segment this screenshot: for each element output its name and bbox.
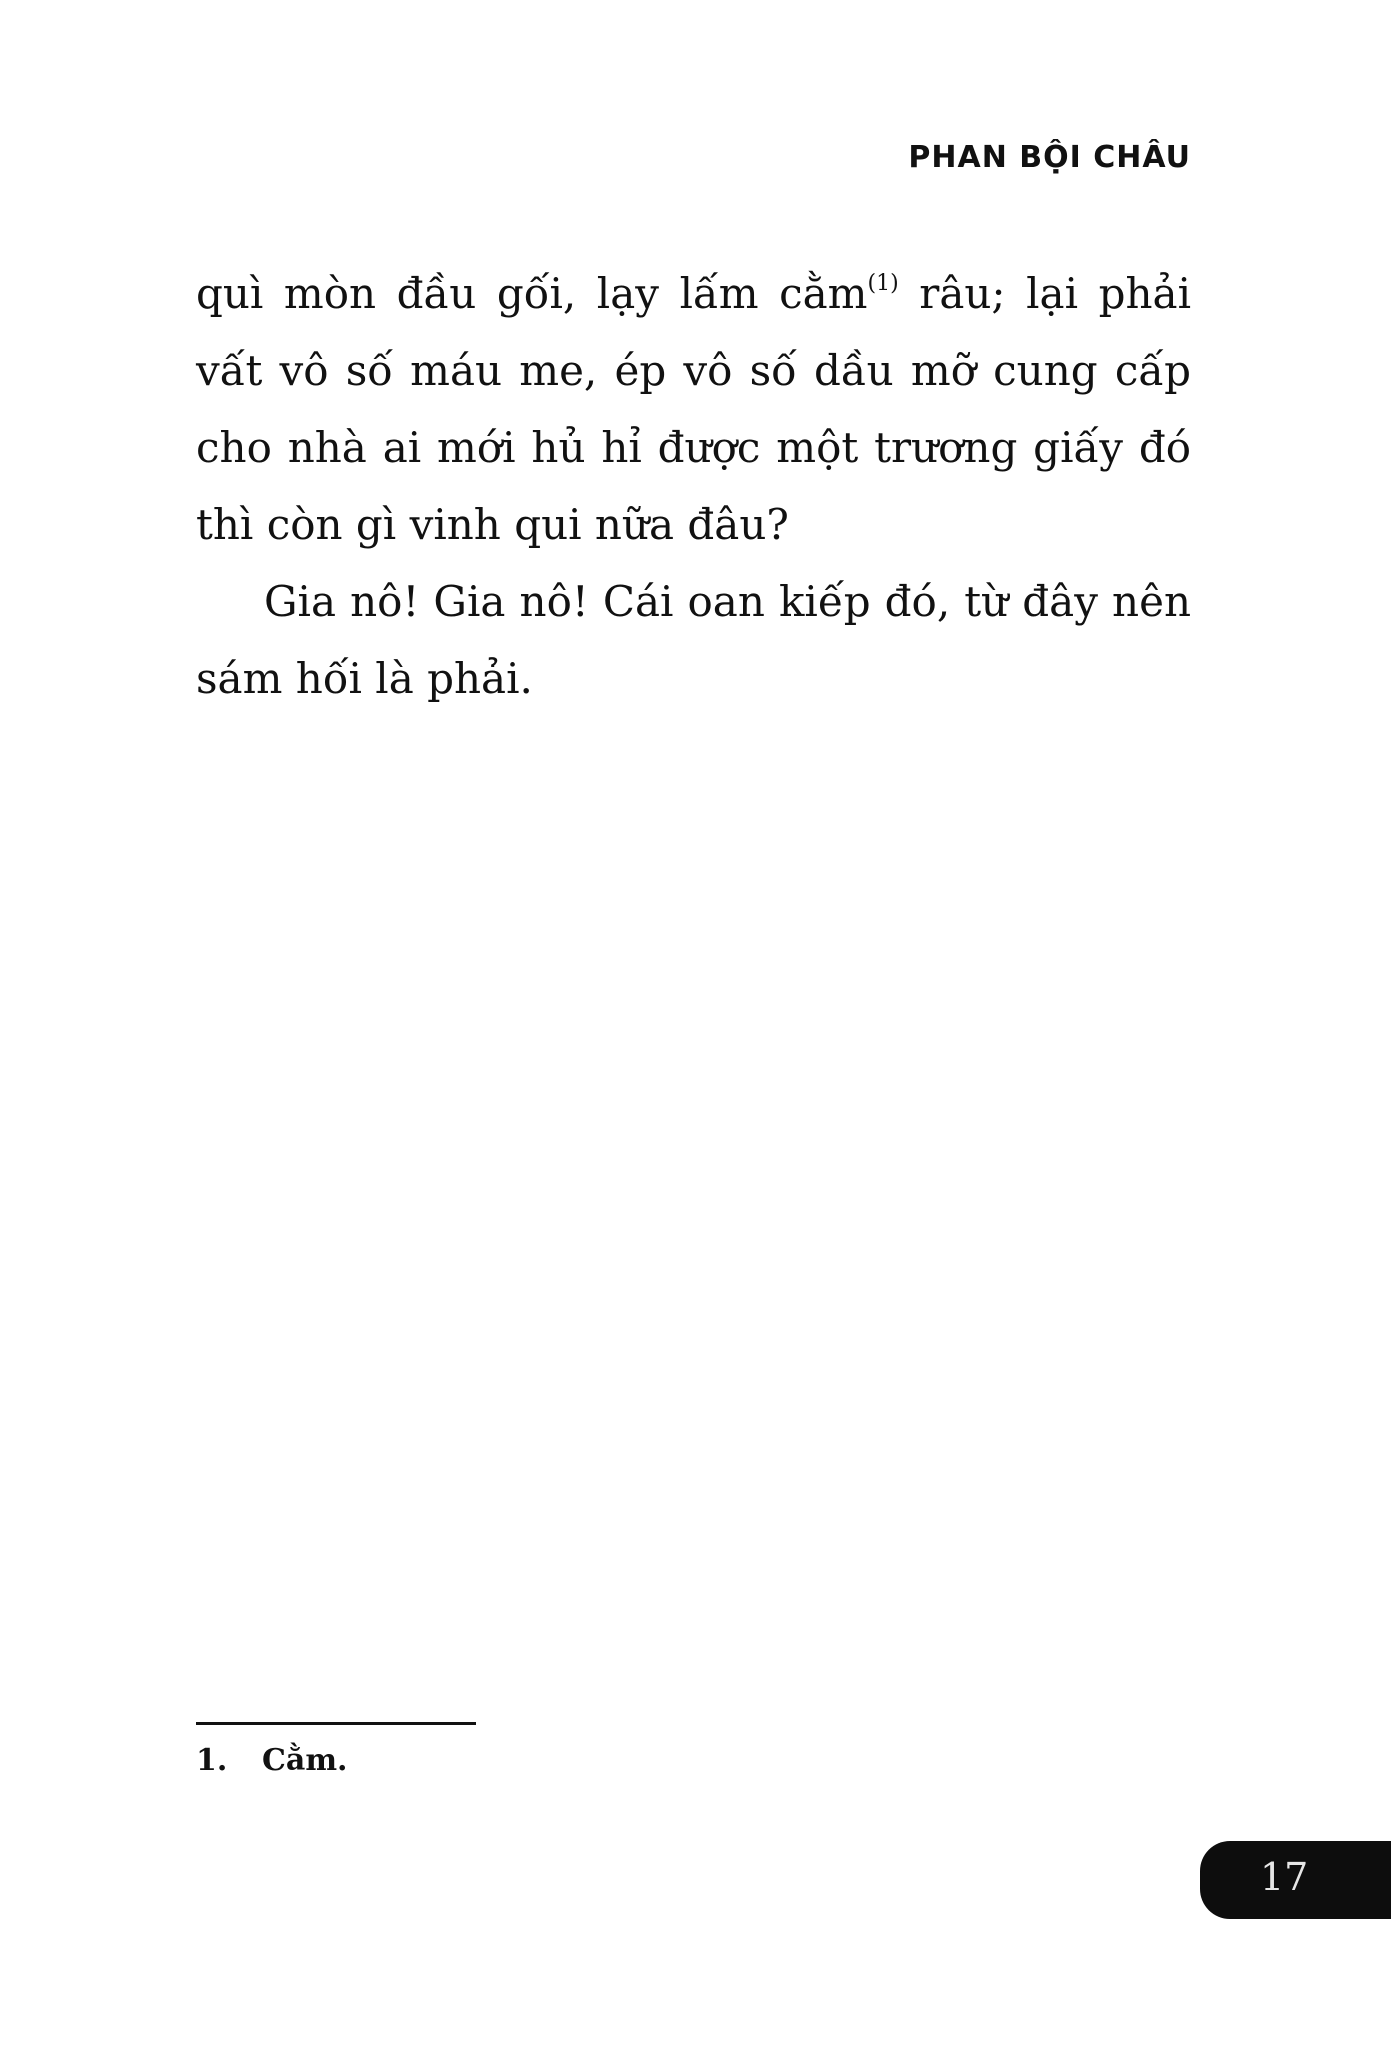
footnote [196,1743,348,1778]
paragraph-1 [196,255,1191,563]
paragraph-1-start: quì mòn đầu gối, lạy lấm cằm [196,269,868,318]
paragraph-1-end: râu; lại phải vất vô số máu me, ép vô số dầu mỡ cung cấp cho nhà ai mới hủ hỉ được một trương giấy đó thì còn gì vinh qui nữa đâu? [196,269,1191,549]
page-number-tab [1200,1841,1391,1919]
paragraph-2: Gia nô! Gia nô! Cái oan kiếp đó, từ đây nên sám hối là phải. [196,577,1191,703]
footnote-text: Cằm. [262,1743,348,1778]
running-header: PHAN BỘI CHÂU [908,140,1191,175]
footnote-reference: (1) [867,271,899,296]
body-text [196,255,1191,717]
footnote-number: 1. [196,1743,228,1778]
footnote-divider [196,1722,476,1725]
page-number: 17 [1260,1855,1309,1899]
